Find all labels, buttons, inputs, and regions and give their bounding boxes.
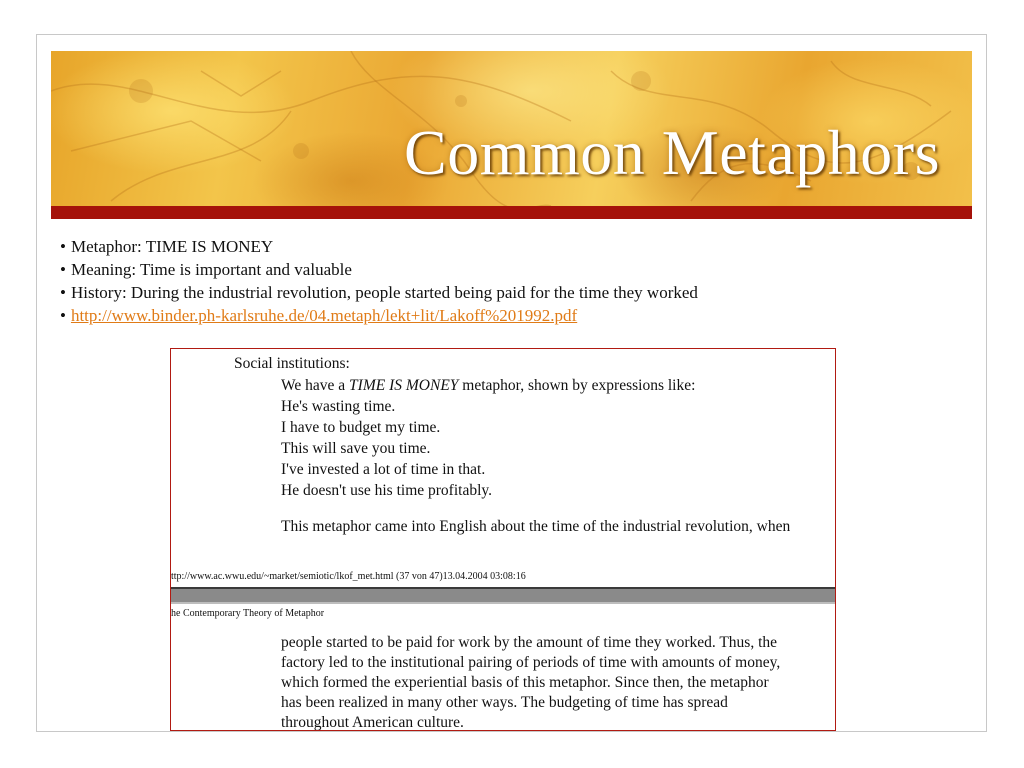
bullet-text: Meaning: Time is important and valuable <box>70 260 352 279</box>
excerpt-heading: Social institutions: <box>234 355 350 372</box>
source-link[interactable]: http://www.binder.ph-karlsruhe.de/04.metaph/lekt+lit/Lakoff%201992.pdf <box>70 306 578 325</box>
paragraph-line: people started to be paid for work by the amount of time they worked. Thus, the <box>281 634 778 651</box>
bullet-marker: • <box>60 260 66 279</box>
intro-emphasis: TIME IS MONEY <box>349 377 459 394</box>
bullet-marker: • <box>60 283 66 302</box>
slide-title: Common Metaphors <box>404 117 940 188</box>
intro-line <box>281 375 695 396</box>
page-header-title: he Contemporary Theory of Metaphor <box>171 608 325 619</box>
bullet-list <box>60 235 960 327</box>
bullet-item <box>60 281 960 304</box>
bullet-item <box>60 235 960 258</box>
paragraph-line: which formed the experiential basis of this metaphor. Since then, the metaphor <box>281 674 769 691</box>
bullet-item <box>60 304 960 327</box>
bullet-marker: • <box>60 237 66 256</box>
paragraph-line: throughout American culture. <box>281 714 464 731</box>
example-line: I have to budget my time. <box>281 419 441 436</box>
example-line: I've invested a lot of time in that. <box>281 461 486 478</box>
accent-bar <box>51 206 972 219</box>
page-footer-url: ttp://www.ac.wwu.edu/~market/semiotic/lkof_met.html (37 von 47)13.04.2004 03:08:16 <box>171 571 526 582</box>
paragraph-1: This metaphor came into English about the time of the industrial revolution, when <box>281 518 791 535</box>
scanned-excerpt <box>170 348 836 731</box>
page-break-divider <box>171 587 835 604</box>
example-list <box>281 375 695 501</box>
example-line: This will save you time. <box>281 440 431 457</box>
intro-before: We have a <box>281 377 350 394</box>
paragraph-line: factory led to the institutional pairing of periods of time with amounts of money, <box>281 654 781 671</box>
paragraph-line: has been realized in many other ways. The budgeting of time has spread <box>281 694 728 711</box>
title-banner <box>51 51 972 206</box>
bullet-marker: • <box>60 306 66 325</box>
bullet-item <box>60 258 960 281</box>
intro-after: metaphor, shown by expressions like: <box>458 377 696 394</box>
bullet-text: Metaphor: TIME IS MONEY <box>70 237 274 256</box>
example-line: He's wasting time. <box>281 398 396 415</box>
bullet-text: History: During the industrial revolution, people started being paid for the time they worked <box>70 283 698 302</box>
example-line: He doesn't use his time profitably. <box>281 482 492 499</box>
paragraph-2 <box>281 633 780 731</box>
